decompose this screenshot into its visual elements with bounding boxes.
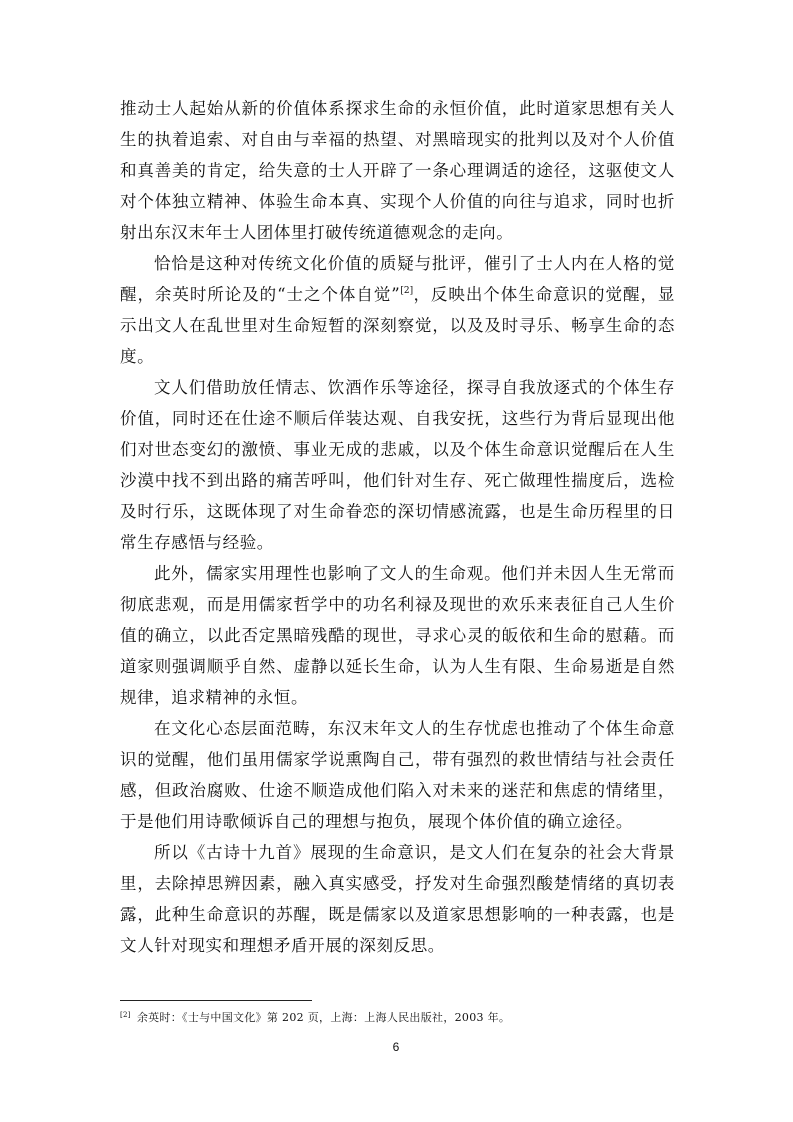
paragraph-2-text-after-ref: ，反映出个体生命意识的觉醒，显示出文人在乱世里对生命短暂的深刻察觉，以及及时寻乐、畅享生命的态度。 [120, 285, 675, 366]
footnote-mark: [2] [120, 1011, 131, 1019]
paragraph-3-text: 文人们借助放任情志、饮酒作乐等途径，探寻自我放逐式的个体生存价值，同时还在仕途不顺后佯装达观、自我安抚，这些行为背后显现出他们对世态变幻的激愤、事业无成的悲戚，以及个体生命意识觉醒后在人生沙漠中找不到出路的痛苦呼叫，他们针对生存、死亡做理性揣度后，选检及时行乐，这既体现了对生命眷恋的深切情感流露，也是生命历程里的日常生存感悟与经验。 [120, 378, 675, 552]
footnote [120, 1010, 680, 1026]
footnote-reference[interactable]: [2] [400, 286, 414, 296]
paragraph-4-text: 此外，儒家实用理性也影响了文人的生命观。他们并未因人生无常而彻底悲观，而是用儒家哲学中的功名利禄及现世的欢乐来表征自己人生价值的确立，以此否定黑暗残酷的现世，寻求心灵的皈依和生命的慰藉。而道家则强调顺乎自然、虚静以延长生命，认为人生有限、生命易逝是自然规律，追求精神的永恒。 [120, 564, 675, 707]
paragraph-1-text: 推动士人起始从新的价值体系探求生命的永恒价值，此时道家思想有关人生的执着追索、对自由与幸福的热望、对黑暗现实的批判以及对个人价值和真善美的肯定，给失意的士人开辟了一条心理调适的途径，这驱使文人对个体独立精神、体验生命本真、实现个人价值的向往与追求，同时也折射出东汉末年士人团体里打破传统道德观念的走向。 [120, 99, 675, 242]
paragraph-6 [120, 837, 675, 961]
footnote-separator [120, 1000, 312, 1001]
paragraph-6-text: 所以《古诗十九首》展现的生命意识，是文人们在复杂的社会大背景里，去除掉思辨因素，融入真实感受，抒发对生命强烈酸楚情绪的真切表露，此种生命意识的苏醒，既是儒家以及道家思想影响的一种表露，也是文人针对现实和理想矛盾开展的深刻反思。 [120, 843, 675, 955]
paragraph-1 [120, 93, 675, 248]
body-text [120, 93, 675, 961]
paragraph-2 [120, 248, 675, 372]
paragraph-5 [120, 713, 675, 837]
paragraph-2-text-before-ref: 恰恰是这种对传统文化价值的质疑与批评，催引了士人内在人格的觉醒，余英时所论及的“士之个体自觉” [120, 254, 675, 304]
paragraph-3 [120, 372, 675, 558]
paragraph-5-text: 在文化心态层面范畴，东汉末年文人的生存忧虑也推动了个体生命意识的觉醒，他们虽用儒家学说熏陶自己，带有强烈的救世情结与社会责任感，但政治腐败、仕途不顺造成他们陷入对未来的迷茫和焦虑的情绪里，于是他们用诗歌倾诉自己的理想与抱负，展现个体价值的确立途径。 [120, 719, 675, 831]
page-number: 6 [392, 1040, 400, 1054]
paragraph-4 [120, 558, 675, 713]
footnote-text: 余英时：《士与中国文化》第 202 页，上海：上海人民出版社，2003 年。 [136, 1011, 511, 1024]
